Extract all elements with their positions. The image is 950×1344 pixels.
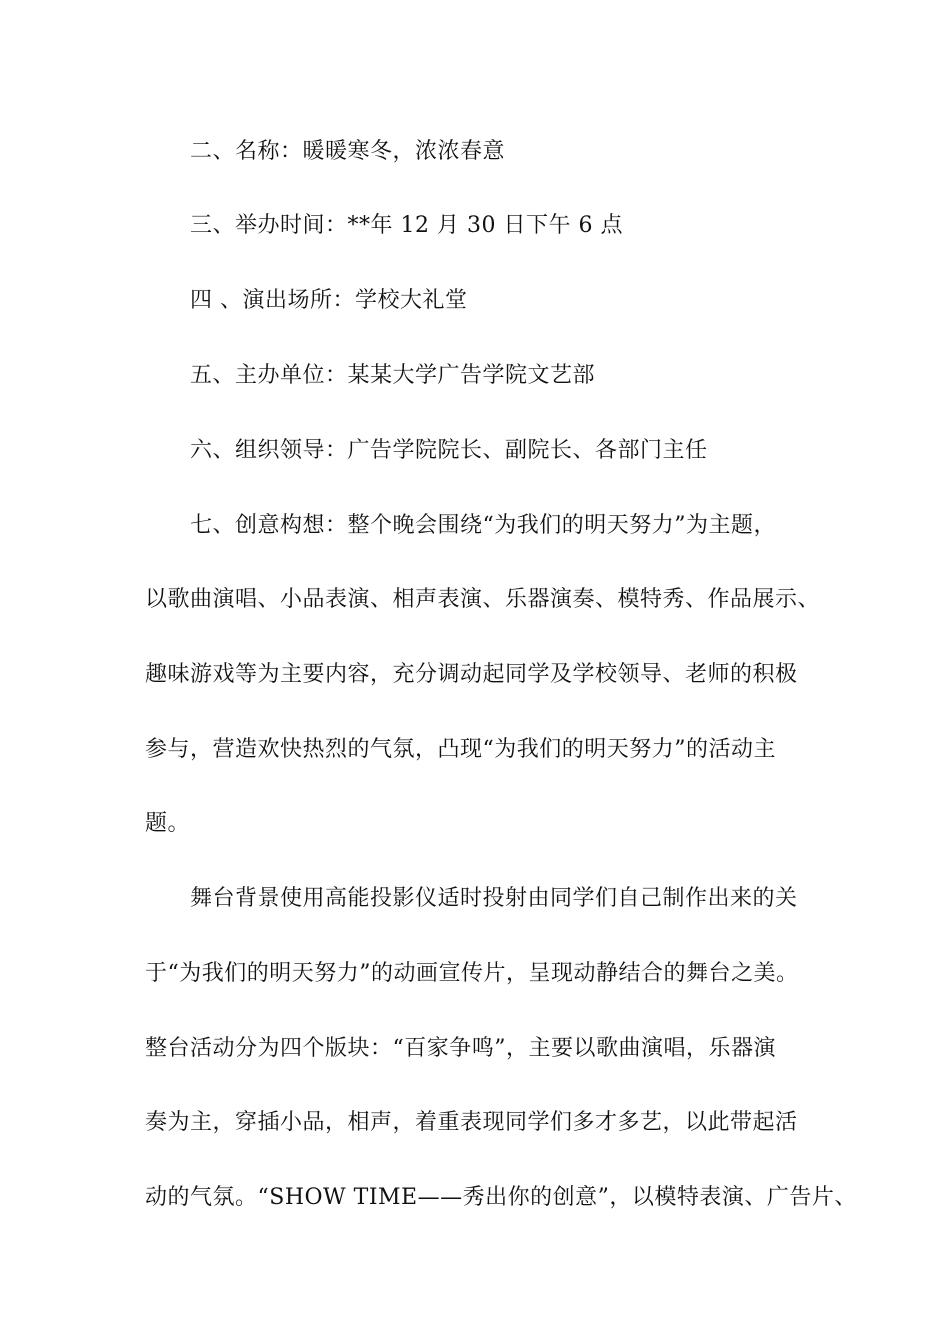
item-leadership: 六、组织领导：广告学院院长、副院长、各部门主任	[190, 438, 708, 463]
item-time: 三、举办时间：**年 12 月 30 日下午 6 点	[190, 213, 623, 238]
item-venue: 四 、演出场所：学校大礼堂	[190, 288, 468, 313]
item-concept-line-2: 以歌曲演唱、小品表演、相声表演、乐器演奏、模特秀、作品展示、	[145, 587, 821, 612]
item-concept-line-1: 七、创意构想：整个晚会围绕“为我们的明天努力”为主题，	[190, 513, 776, 538]
paragraph-stage-line-4: 奏为主，穿插小品，相声，着重表现同学们多才多艺，以此带起活	[145, 1110, 798, 1135]
item-organizer: 五、主办单位：某某大学广告学院文艺部	[190, 363, 596, 388]
paragraph-stage-line-5: 动的气氛。“SHOW TIME——秀出你的创意”，以模特表演、广告片、	[145, 1185, 857, 1210]
paragraph-stage-line-3: 整台活动分为四个版块：“百家争鸣”，主要以歌曲演唱，乐器演	[145, 1036, 776, 1061]
item-concept-line-5: 题。	[145, 811, 191, 836]
item-concept-line-3: 趣味游戏等为主要内容，充分调动起同学及学校领导、老师的积极	[145, 662, 798, 687]
paragraph-stage-line-2: 于“为我们的明天努力”的动画宣传片，呈现动静结合的舞台之美。	[145, 961, 799, 986]
item-concept-line-4: 参与，营造欢快热烈的气氛，凸现“为我们的明天努力”的活动主	[145, 737, 776, 762]
item-name: 二、名称：暖暖寒冬，浓浓春意	[190, 139, 506, 164]
paragraph-stage-line-1: 舞台背景使用高能投影仪适时投射由同学们自己制作出来的关	[190, 886, 798, 911]
